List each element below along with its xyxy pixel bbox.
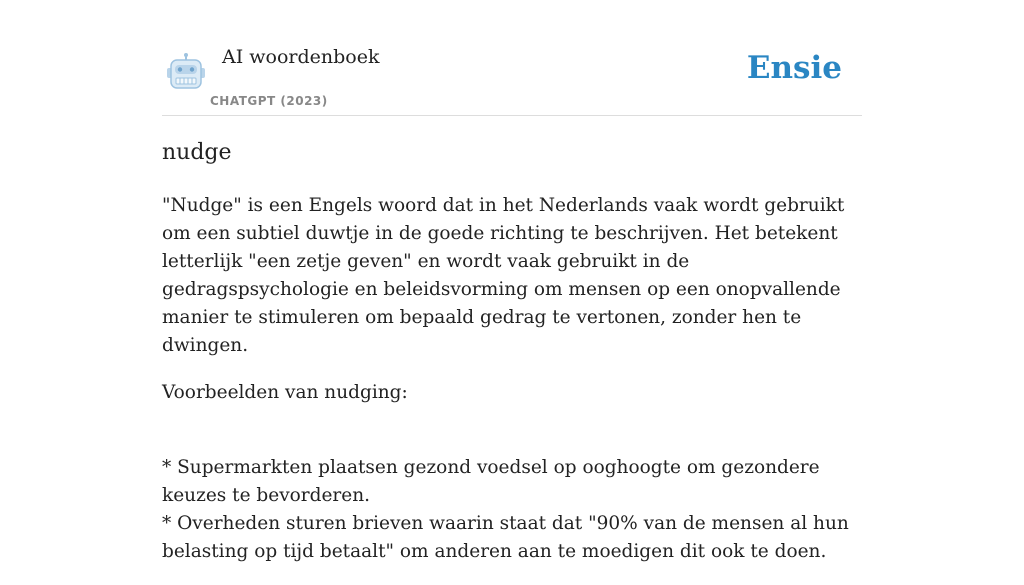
source-title[interactable]: AI woordenboek [222, 46, 380, 68]
examples-list: * Supermarkten plaatsen gezond voedsel op ooghoogte om gezondere keuzes te bevorderen. * Overheden sturen brieven waarin staat dat "90% van de mensen al hun belasting op tijd betaalt" om anderen aan te moedigen dit ook te doen. [162, 457, 849, 562]
definition-content [162, 192, 866, 585]
examples-heading: Voorbeelden van nudging: [162, 382, 408, 403]
definition-text: "Nudge" is een Engels woord dat in het Nederlands vaak wordt gebruikt om een subtiel duwtje in de goede richting te beschrijven. Het betekent letterlijk "een zetje geven" en wordt vaak gebruikt in de gedragspsychologie en beleidsvorming om mensen op een onopvallende manier te stimuleren om bepaald gedrag te vertonen, zonder hen te dwingen. [162, 195, 845, 356]
term-heading: nudge [162, 140, 232, 165]
brand-logo[interactable]: Ensie [746, 50, 842, 86]
source-subtitle: CHATGPT (2023) [210, 94, 328, 108]
robot-icon [166, 52, 206, 90]
header [162, 40, 862, 116]
